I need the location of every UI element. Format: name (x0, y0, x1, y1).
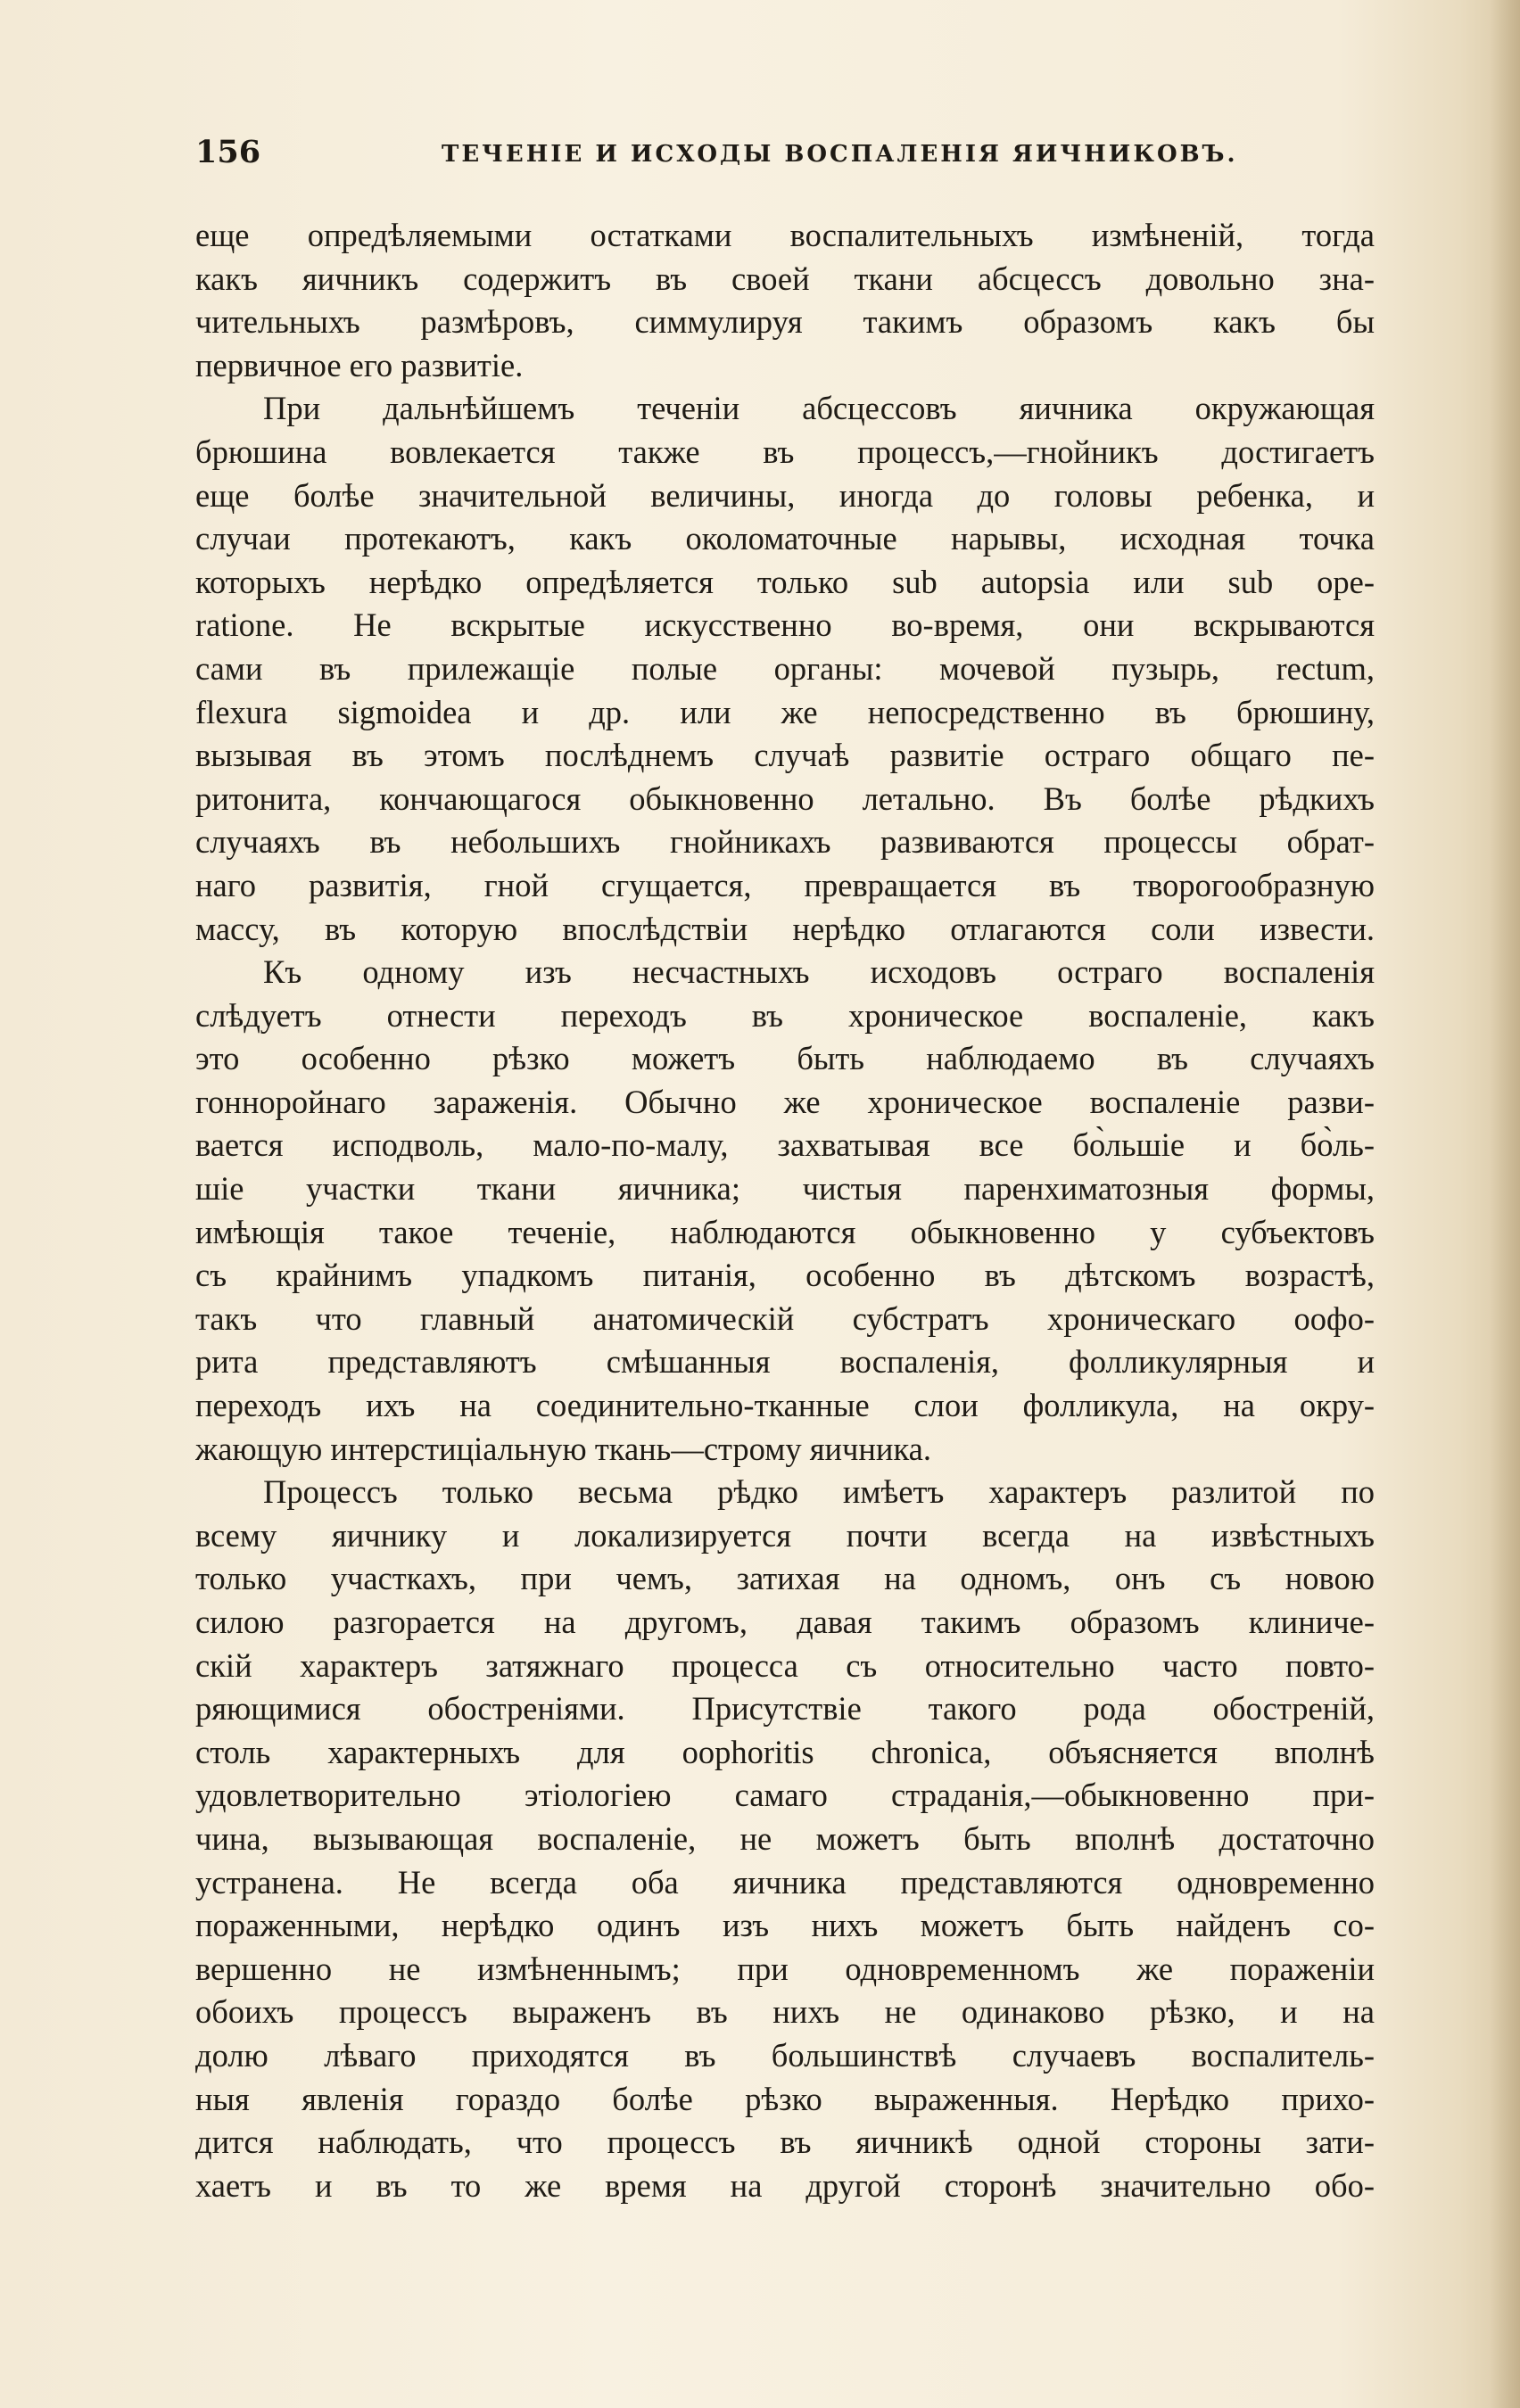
text-line: вызывая въ этомъ послѣднемъ случаѣ развитіе остраго общаго пе- (195, 737, 1375, 774)
text-line: удовлетворительно этіологіею самаго страданія,—обыкновенно при- (195, 1777, 1375, 1814)
text-line: Процессъ только весьма рѣдко имѣетъ характеръ разлитой по (263, 1473, 1375, 1511)
text-line: столь характерныхъ для oophoritis chronica, объясняется вполнѣ (195, 1733, 1375, 1770)
text-line: гонноройнаго зараженія. Обычно же хроническое воспаленіе разви- (195, 1083, 1375, 1120)
text-line: какъ яичникъ содержитъ въ своей ткани абсцессъ довольно зна- (195, 260, 1375, 297)
page-header (195, 134, 1373, 178)
text-line: чительныхъ размѣровъ, симмулируя такимъ образомъ какъ бы (195, 303, 1375, 341)
text-line: flexura sigmoidea и др. или же непосредственно въ брюшину, (195, 693, 1375, 730)
text-line: массу, въ которую впослѣдствіи нерѣдко отлагаются соли извести. (195, 910, 1375, 947)
text-line: съ крайнимъ упадкомъ питанія, особенно въ дѣтскомъ возрастѣ, (195, 1257, 1375, 1294)
text-line: шіе участки ткани яичника; чистыя паренхиматозныя формы, (195, 1170, 1375, 1208)
text-line: пораженными, нерѣдко одинъ изъ нихъ можетъ быть найденъ со- (195, 1907, 1375, 1944)
text-line: еще болѣе значительной величины, иногда до головы ребенка, и (195, 476, 1375, 514)
text-line: вается исподволь, мало-по-малу, захватывая все бо̀льшіе и бо̀ль- (195, 1126, 1375, 1164)
text-line: устранена. Не всегда оба яичника представляются одновременно (195, 1863, 1375, 1901)
page-spine-shadow (1490, 0, 1520, 2408)
text-line: брюшина вовлекается также въ процессъ,—гнойникъ достигаетъ (195, 433, 1375, 470)
paragraph (195, 1471, 1375, 2207)
text-line: случаи протекаютъ, какъ околоматочные нарывы, исходная точка (195, 520, 1375, 557)
text-line: Къ одному изъ несчастныхъ исходовъ остраго воспаленія (263, 953, 1375, 991)
text-line: сами въ прилежащіе полые органы: мочевой пузырь, rectum, (195, 649, 1375, 687)
text-line: имѣющія такое теченіе, наблюдаются обыкновенно у субъектовъ (195, 1213, 1375, 1250)
text-line: рита представляютъ смѣшанныя воспаленія, фолликулярныя и (195, 1343, 1375, 1381)
text-line: ряющимися обостреніями. Присутствіе такого рода обостреній, (195, 1690, 1375, 1728)
paragraph (195, 387, 1375, 951)
text-line: это особенно рѣзко можетъ быть наблюдаемо въ случаяхъ (195, 1040, 1375, 1077)
text-line: наго развитія, гной сгущается, превращается въ творогообразную (195, 866, 1375, 903)
text-line: вершенно не измѣненнымъ; при одновременномъ же пораженіи (195, 1950, 1375, 1987)
text-line: случаяхъ въ небольшихъ гнойникахъ развиваются процессы обрат- (195, 823, 1375, 861)
text-line: только участкахъ, при чемъ, затихая на одномъ, онъ съ новою (195, 1560, 1375, 1597)
body-text (195, 214, 1375, 2207)
page-number: 156 (195, 134, 261, 170)
text-line: переходъ ихъ на соединительно-тканные слои фолликула, на окру- (195, 1387, 1375, 1424)
text-line: первичное его развитіе. (195, 346, 524, 383)
text-line: ныя явленія гораздо болѣе рѣзко выраженныя. Нерѣдко прихо- (195, 2080, 1375, 2117)
text-line: силою разгорается на другомъ, давая такимъ образомъ клиниче- (195, 1604, 1375, 1640)
text-line: слѣдуетъ отнести переходъ въ хроническое воспаленіе, какъ (195, 996, 1375, 1034)
text-line: При дальнѣйшемъ теченіи абсцессовъ яичника окружающая (263, 390, 1375, 427)
text-line: такъ что главный анатомическій субстратъ хроническаго оофо- (195, 1299, 1375, 1337)
running-title: ТЕЧЕНІЕ И ИСХОДЫ ВОСПАЛЕНІЯ ЯИЧНИКОВЪ. (442, 141, 1238, 168)
text-line: всему яичнику и локализируется почти всегда на извѣстныхъ (195, 1516, 1375, 1554)
text-line: еще опредѣляемыми остатками воспалительныхъ измѣненій, тогда (195, 217, 1375, 253)
text-line: жающую интерстиціальную ткань—строму яичника. (195, 1430, 931, 1467)
paragraph (195, 951, 1375, 1471)
text-line: обоихъ процессъ выраженъ въ нихъ не одинаково рѣзко, и на (195, 1993, 1375, 2031)
text-line: ratione. Не вскрытые искусственно во-время, они вскрываются (195, 606, 1375, 644)
text-line: скій характеръ затяжнаго процесса съ относительно часто повто- (195, 1646, 1375, 1684)
text-line: хаетъ и въ то же время на другой сторонѣ значительно обо- (195, 2166, 1375, 2204)
text-line: чина, вызывающая воспаленіе, не можетъ быть вполнѣ достаточно (195, 1819, 1375, 1857)
text-line: которыхъ нерѣдко опредѣляется только sub autopsia или sub ope- (195, 563, 1375, 600)
text-line: долю лѣваго приходятся въ большинствѣ случаевъ воспалитель- (195, 2036, 1375, 2074)
text-line: дится наблюдать, что процессъ въ яичникѣ одной стороны зати- (195, 2123, 1375, 2161)
paragraph (195, 214, 1375, 387)
text-line: ритонита, кончающагося обыкновенно летально. Въ болѣе рѣдкихъ (195, 779, 1375, 817)
